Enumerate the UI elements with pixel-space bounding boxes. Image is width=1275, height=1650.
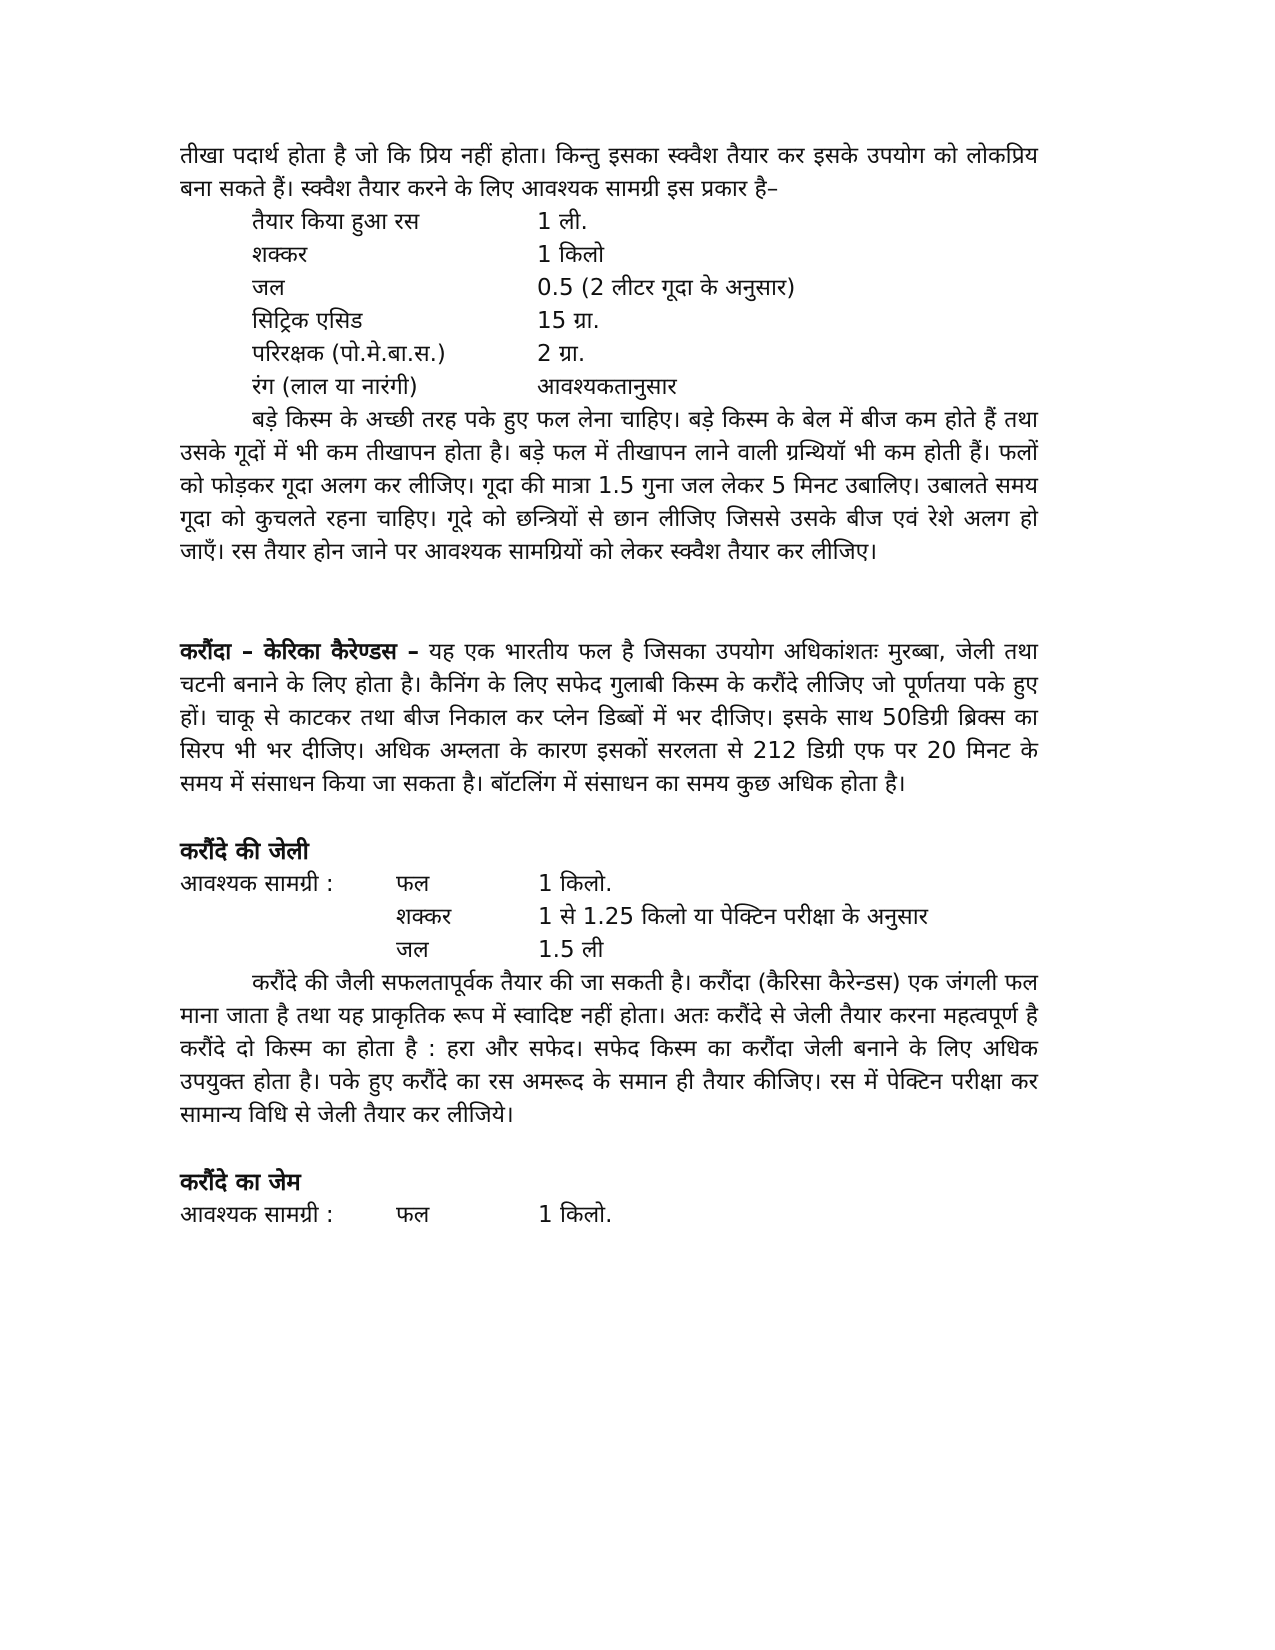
ingredient-qty: आवश्यकतानुसार [537, 374, 677, 400]
ingredient-name: जल [252, 275, 285, 301]
jelly-requirements-table [180, 868, 928, 967]
requirement-name: फल [396, 871, 430, 897]
jam-section-title: करौंदे का जेम [180, 1168, 301, 1196]
ingredient-name: रंग (लाल या नारंगी) [252, 374, 418, 400]
ingredient-qty: 2 ग्रा. [537, 341, 586, 367]
ingredient-row [252, 239, 795, 272]
document-page [180, 140, 1038, 1232]
ingredient-row [252, 371, 795, 404]
squash-ingredients-table [252, 206, 795, 404]
ingredient-name: तैयार किया हुआ रस [252, 209, 420, 235]
requirement-qty: 1 किलो. [538, 1202, 613, 1228]
ingredient-qty: 0.5 (2 लीटर गूदा के अनुसार) [537, 275, 796, 301]
ingredient-row [252, 305, 795, 338]
requirement-name: जल [396, 937, 429, 963]
ingredient-row [252, 206, 795, 239]
requirement-name: शक्कर [396, 904, 452, 930]
ingredient-qty: 15 ग्रा. [537, 308, 600, 334]
section-spacer [180, 801, 1038, 835]
requirement-row [180, 868, 928, 901]
ingredient-row [252, 338, 795, 371]
squash-method-paragraph: बड़े किस्म के अच्छी तरह पके हुए फल लेना चाहिए। बड़े किस्म के बेल में बीज कम होते हैं तथा उसके गूदों में भी कम तीखापन होता है। बड़े फल में तीखापन लाने वाली ग्रन्थियॉ भी कम होती हैं। फलों को फोड़कर गूदा अलग कर लीजिए। गूदा की मात्रा 1.5 गुना जल लेकर 5 मिनट उबालिए। उबालते समय गूदा को कुचलते रहना चाहिए। गूदे को छन्त्रियों से छान लीजिए जिससे उसके बीज एवं रेशे अलग हो जाएँ। रस तैयार होन जाने पर आवश्यक सामग्रियों को लेकर स्क्वैश तैयार कर लीजिए। [180, 407, 1038, 565]
requirement-qty: 1.5 ली [538, 937, 604, 963]
requirements-label: आवश्यक सामग्री : [180, 1202, 334, 1228]
jelly-method-paragraph: करौंदे की जैली सफलतापूर्वक तैयार की जा सकती है। करौंदा (कैरिसा कैरेन्डस) एक जंगली फल माना जाता है तथा यह प्राकृतिक रूप में स्वादिष्ट नहीं होता। अतः करौंदे से जेली तैयार करना महत्वपूर्ण है करौंदे दो किस्म का होता है : हरा और सफेद। सफेद किस्म का करौंदा जेली बनाने के लिए अधिक उपयुक्त होता है। पके हुए करौंदे का रस अमरूद के समान ही तैयार कीजिए। रस में पेक्टिन परीक्षा कर सामान्य विधि से जेली तैयार कर लीजिये। [180, 970, 1038, 1128]
jelly-section-title: करौंदे की जेली [180, 837, 309, 865]
requirement-row [180, 1199, 612, 1232]
squash-intro-paragraph: तीखा पदार्थ होता है जो कि प्रिय नहीं होता। किन्तु इसका स्क्वैश तैयार कर इसके उपयोग को लोकप्रिय बना सकते हैं। स्क्वैश तैयार करने के लिए आवश्यक सामग्री इस प्रकार है– [180, 143, 1038, 202]
ingredient-name: सिट्रिक एसिड [252, 308, 363, 334]
ingredient-qty: 1 ली. [537, 209, 588, 235]
requirement-qty: 1 किलो. [538, 871, 613, 897]
karonda-text: यह एक भारतीय फल है जिसका उपयोग अधिकांशतः मुरब्बा, जेली तथा चटनी बनाने के लिए होता है। कैनिंग के लिए सफेद गुलाबी किस्म के करौंदे लीजिए जो पूर्णतया पके हुए हों। चाकू से काटकर तथा बीज निकाल कर प्लेन डिब्बों में भर दीजिए। इसके साथ 50डिग्री ब्रिक्स का सिरप भी भर दीजिए। अधिक अम्लता के कारण इसकों सरलता से 212 डिग्री एफ पर 20 मिनट के समय में संसाधन किया जा सकता है। बॉटलिंग में संसाधन का समय कुछ अधिक होता है। [180, 639, 1038, 797]
section-spacer [180, 569, 1038, 636]
ingredient-name: परिरक्षक (पो.मे.बा.स.) [252, 341, 446, 367]
requirements-label: आवश्यक सामग्री : [180, 871, 334, 897]
section-spacer [180, 1132, 1038, 1166]
requirement-name: फल [396, 1202, 430, 1228]
karonda-heading: करौंदा – केरिका कैरेण्डस – [180, 639, 420, 665]
requirement-row [180, 934, 928, 967]
ingredient-qty: 1 किलो [537, 242, 605, 268]
karonda-paragraph [180, 636, 1038, 801]
ingredient-row [252, 272, 795, 305]
jam-requirements-table [180, 1199, 612, 1232]
requirement-qty: 1 से 1.25 किलो या पेक्टिन परीक्षा के अनुसार [538, 904, 929, 930]
requirement-row [180, 901, 928, 934]
ingredient-name: शक्कर [252, 242, 308, 268]
